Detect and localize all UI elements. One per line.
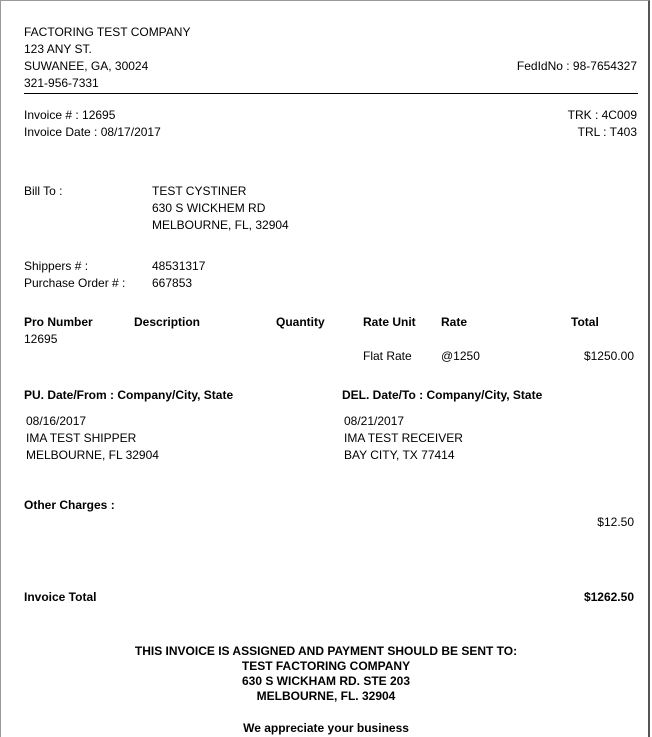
pickup-header: PU. Date/From : Company/City, State [24,388,234,402]
other-charges-amount: $12.50 [597,515,634,529]
line-pro-number: 12695 [24,332,58,346]
col-header-pro-number: Pro Number [24,315,93,329]
col-header-total: Total [571,315,599,329]
thank-you-message: We appreciate your business [243,721,409,735]
trailer-number: TRL : T403 [577,125,637,139]
pickup-city: MELBOURNE, FL 32904 [26,448,159,462]
bill-to-label: Bill To : [24,184,63,198]
delivery-date: 08/21/2017 [344,414,405,428]
fed-id-number: FedIdNo : 98-7654327 [516,59,637,73]
pickup-company: IMA TEST SHIPPER [26,431,137,445]
invoice-total-amount: $1262.50 [583,590,634,604]
col-header-rate: Rate [441,315,468,329]
company-address-line2: SUWANEE, GA, 30024 [24,59,149,73]
pickup-date: 08/16/2017 [26,414,87,428]
remit-company: TEST FACTORING COMPANY [241,659,411,673]
other-charges-label: Other Charges : [24,498,115,512]
remit-address-line1: 630 S WICKHAM RD. STE 203 [241,674,411,688]
invoice-total-label: Invoice Total [24,590,97,604]
purchase-order-label: Purchase Order # : [24,276,126,290]
line-rate: @1250 [441,349,480,363]
bill-to-name: TEST CYSTINER [152,184,247,198]
shippers-value: 48531317 [152,259,206,273]
line-rate-unit: Flat Rate [363,349,412,363]
delivery-city: BAY CITY, TX 77414 [344,448,455,462]
col-header-rate-unit: Rate Unit [363,315,416,329]
remit-address-line2: MELBOURNE, FL. 32904 [256,689,396,703]
col-header-quantity: Quantity [276,315,325,329]
delivery-company: IMA TEST RECEIVER [344,431,463,445]
remit-notice: THIS INVOICE IS ASSIGNED AND PAYMENT SHOULD BE SENT TO: [134,644,518,658]
invoice-number: Invoice # : 12695 [24,108,116,122]
line-total: $1250.00 [583,349,634,363]
bill-to-address-line2: MELBOURNE, FL, 32904 [152,218,289,232]
delivery-header: DEL. Date/To : Company/City, State [342,388,543,402]
header-divider [24,93,638,94]
col-header-description: Description [134,315,201,329]
company-phone: 321-956-7331 [24,76,99,90]
truck-number: TRK : 4C009 [567,108,637,122]
company-name: FACTORING TEST COMPANY [24,25,191,39]
company-address-line1: 123 ANY ST. [24,42,92,56]
purchase-order-value: 667853 [152,276,193,290]
invoice-date: Invoice Date : 08/17/2017 [24,125,161,139]
shippers-label: Shippers # : [24,259,89,273]
bill-to-address-line1: 630 S WICKHEM RD [152,201,266,215]
